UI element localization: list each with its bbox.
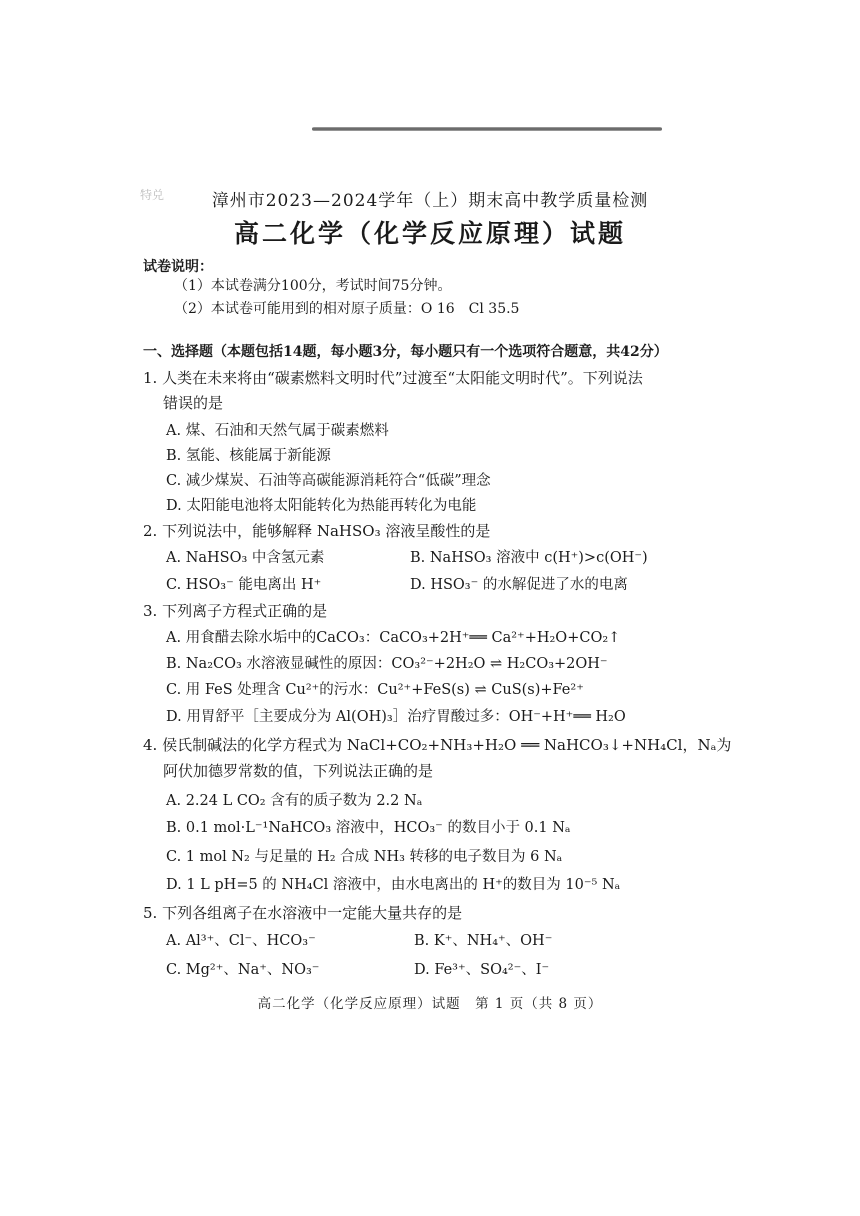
q2-option-d: D. HSO₃⁻ 的水解促进了水的电离 bbox=[410, 577, 628, 593]
exam-title: 高二化学（化学反应原理）试题 bbox=[233, 219, 626, 248]
q3-stem: 3. 下列离子方程式正确的是 bbox=[143, 602, 328, 620]
instruction-item-1: （1）本试卷满分100分，考试时间75分钟。 bbox=[174, 278, 452, 294]
section-1-heading: 一、选择题（本题包括14题，每小题3分，每小题只有一个选项符合题意，共42分） bbox=[143, 344, 668, 360]
q2-option-a: A. NaHSO₃ 中含氢元素 bbox=[166, 550, 325, 566]
instructions-label: 试卷说明： bbox=[143, 259, 213, 275]
q2-stem: 2. 下列说法中，能够解释 NaHSO₃ 溶液呈酸性的是 bbox=[143, 522, 491, 540]
q1-stem-line-1: 1. 人类在未来将由“碳素燃料文明时代”过渡至“太阳能文明时代”。下列说法 bbox=[143, 369, 643, 387]
q3-option-d: D. 用胃舒平［主要成分为 Al(OH)₃］治疗胃酸过多：OH⁻+H⁺══ H₂O bbox=[166, 709, 626, 725]
q5-option-c: C. Mg²⁺、Na⁺、NO₃⁻ bbox=[166, 962, 320, 978]
q5-option-a: A. Al³⁺、Cl⁻、HCO₃⁻ bbox=[166, 933, 316, 949]
instruction-item-2: （2）本试卷可能用到的相对原子质量：O 16 Cl 35.5 bbox=[174, 301, 520, 317]
q5-option-d: D. Fe³⁺、SO₄²⁻、I⁻ bbox=[414, 962, 550, 978]
q4-stem-line-1: 4. 侯氏制碱法的化学方程式为 NaCl+CO₂+NH₃+H₂O ══ NaHCO₃↓+NH₄Cl，Nₐ为 bbox=[143, 736, 732, 754]
q5-stem: 5. 下列各组离子在水溶液中一定能大量共存的是 bbox=[143, 904, 463, 922]
scan-top-line bbox=[312, 127, 662, 131]
q2-option-b: B. NaHSO₃ 溶液中 c(H⁺)>c(OH⁻) bbox=[410, 550, 648, 566]
q1-option-b: B. 氢能、核能属于新能源 bbox=[166, 448, 331, 464]
q3-option-b: B. Na₂CO₃ 水溶液显碱性的原因：CO₃²⁻+2H₂O ⇌ H₂CO₃+2OH⁻ bbox=[166, 656, 608, 672]
q4-option-c: C. 1 mol N₂ 与足量的 H₂ 合成 NH₃ 转移的电子数目为 6 Nₐ bbox=[166, 849, 563, 865]
faint-bleed-text: 特兑 bbox=[140, 188, 165, 202]
q3-option-c: C. 用 FeS 处理含 Cu²⁺的污水：Cu²⁺+FeS(s) ⇌ CuS(s)+Fe²⁺ bbox=[166, 682, 584, 698]
q2-option-c: C. HSO₃⁻ 能电离出 H⁺ bbox=[166, 577, 322, 593]
q3-option-a: A. 用食醋去除水垢中的CaCO₃：CaCO₃+2H⁺══ Ca²⁺+H₂O+CO₂↑ bbox=[166, 630, 621, 646]
q1-option-c: C. 减少煤炭、石油等高碳能源消耗符合“低碳”理念 bbox=[166, 473, 491, 489]
page-footer: 高二化学（化学反应原理）试题 第 1 页（共 8 页） bbox=[257, 996, 603, 1012]
q4-option-a: A. 2.24 L CO₂ 含有的质子数为 2.2 Nₐ bbox=[166, 793, 423, 809]
q1-option-d: D. 太阳能电池将太阳能转化为热能再转化为电能 bbox=[166, 498, 477, 514]
q1-stem-line-2: 错误的是 bbox=[163, 394, 224, 412]
q4-stem-line-2: 阿伏加德罗常数的值，下列说法正确的是 bbox=[163, 762, 434, 780]
exam-subtitle: 漳州市2023—2024学年（上）期末高中教学质量检测 bbox=[211, 191, 649, 211]
q4-option-d: D. 1 L pH=5 的 NH₄Cl 溶液中，由水电离出的 H⁺的数目为 10⁻⁵ Nₐ bbox=[166, 877, 621, 893]
q1-option-a: A. 煤、石油和天然气属于碳素燃料 bbox=[166, 423, 389, 439]
q4-option-b: B. 0.1 mol·L⁻¹NaHCO₃ 溶液中，HCO₃⁻ 的数目小于 0.1 Nₐ bbox=[166, 820, 571, 836]
q5-option-b: B. K⁺、NH₄⁺、OH⁻ bbox=[414, 933, 553, 949]
